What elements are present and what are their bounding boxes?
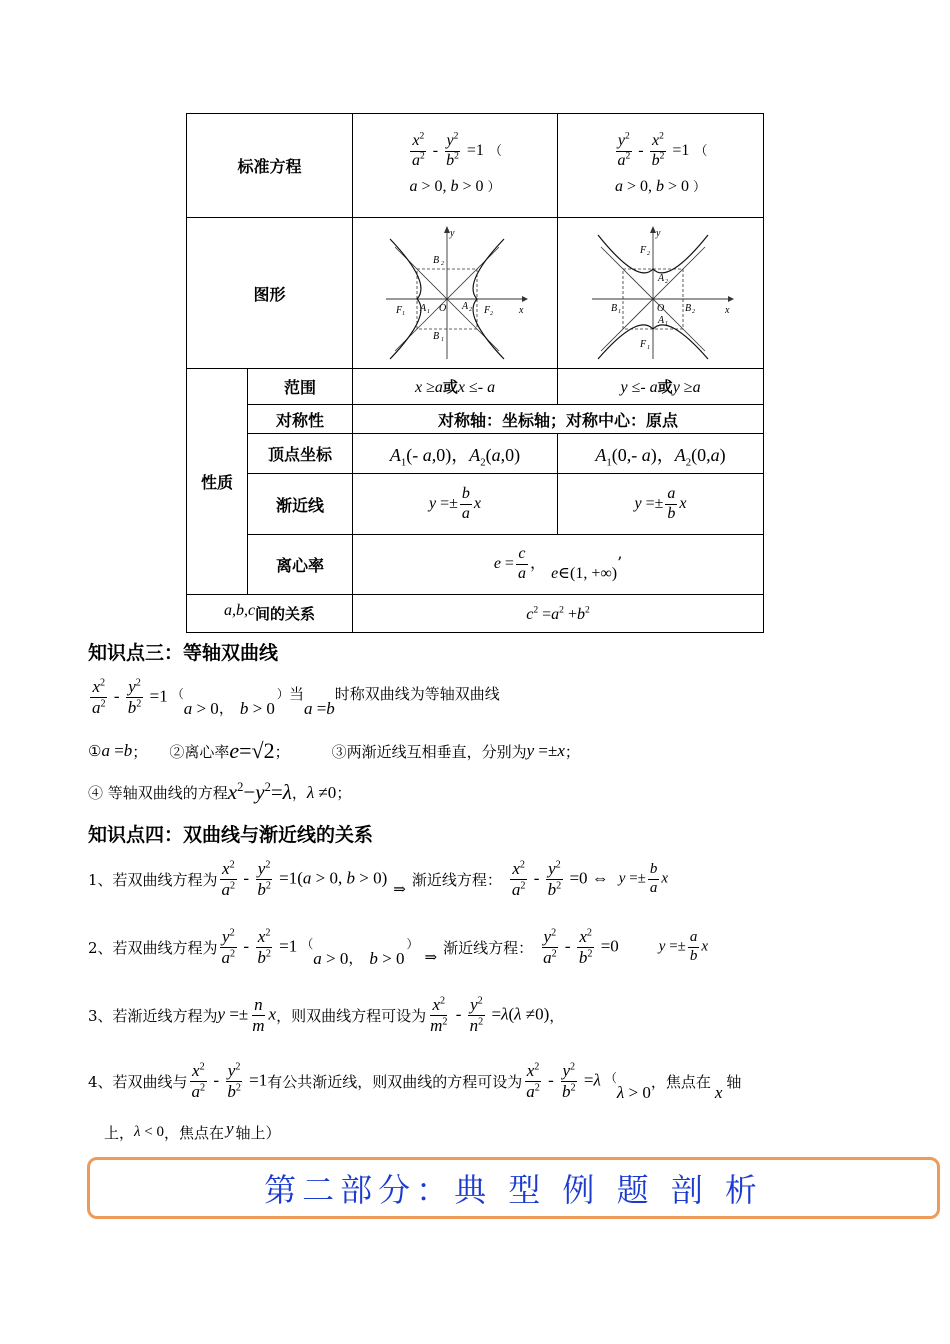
- section-4-title: 知识点四：双曲线与渐近线的关系: [88, 824, 374, 846]
- svg-text:1: 1: [617, 309, 621, 315]
- graph-label: A: [462, 301, 469, 312]
- graph-label: A: [420, 303, 427, 314]
- asymptote-x-focus: y =± $\frac{b}{a}$ x: [353, 474, 558, 535]
- section-3-line-3: ④ 等轴双曲线的方程 $x^2-y^2=\lambda$ ， λ ≠0 ；: [88, 780, 352, 804]
- hyperbola-y-graph: [586, 223, 736, 363]
- label-graph: 图形: [187, 218, 353, 369]
- table-row-relation: [187, 595, 764, 633]
- eccentricity-value: e = $\frac{c}{a}$ ， e∈(1, +∞)’: [353, 535, 764, 595]
- svg-text:1: 1: [646, 345, 650, 351]
- graph-label: O: [439, 303, 447, 314]
- graph-label: O: [656, 303, 664, 314]
- graph-y-focus: [558, 218, 764, 369]
- graph-label: A: [657, 315, 664, 326]
- label-vertex: 顶点坐标: [248, 434, 353, 474]
- table-row-vertex: [187, 434, 764, 474]
- vertex-y-focus: $A_1(0,-$ a)，$A_2(0,a)$: [558, 434, 764, 474]
- graph-label: B: [610, 303, 617, 314]
- table-row-standard-equation: [187, 114, 764, 218]
- label-range: 范围: [248, 369, 353, 405]
- svg-text:1: 1: [427, 309, 431, 315]
- section-4-item-4-cont: 上， λ < 0 ，焦点在 y 轴上）: [104, 1118, 281, 1142]
- label-asymptote: 渐近线: [248, 474, 353, 535]
- graph-label: B: [684, 303, 691, 314]
- svg-text:2: 2: [441, 261, 445, 267]
- section-4-item-3: 3、若渐近线方程为 y =± $\frac{n}{m}$ x ，则双曲线方程可设为 $\frac{x^2}{m^2}$ - $\frac{y^2}{n^2}$ =λ(λ ≠0) ，: [88, 995, 565, 1035]
- graph-label: F: [639, 245, 646, 256]
- range-x-focus: x ≥a或x ≤- a: [353, 369, 558, 405]
- x-axis-arrow: [522, 296, 528, 302]
- table-row-range: [187, 369, 764, 405]
- part-two-banner: [87, 1157, 940, 1219]
- graph-label: y: [450, 228, 455, 239]
- section-4-item-4: 4、若双曲线与 $\frac{x^2}{a^2}$ - $\frac{y^2}{b^2}$ =1 有公共渐近线，则双曲线的方程可设为 $\frac{x^2}{a^2}$ - $\frac{y^2}{b^2}$ =λ （ λ > 0 ，焦点在 x 轴: [88, 1061, 742, 1103]
- vertex-x-focus: $A_1(-$ a,0)，$A_2(a,0)$: [353, 434, 558, 474]
- svg-text:2: 2: [646, 251, 650, 257]
- part-two-banner-text: 第二部分：典 型 例 题 剖 析: [264, 1171, 763, 1209]
- table-row-graph: [187, 218, 764, 369]
- relation-value: $c^2 =a^2 +b^2$: [353, 595, 764, 633]
- svg-text:2: 2: [469, 307, 473, 313]
- std-eq-x-focus: $\frac{x^2}{a^2}$ - $\frac{y^2}{b^2}$ =1 （ a > 0, b > 0 ）: [353, 114, 558, 218]
- symmetry-value: 对称轴：坐标轴；对称中心：原点: [353, 405, 764, 434]
- svg-text:1: 1: [402, 311, 406, 317]
- asymptote-y-focus: y =± $\frac{a}{b}$ x: [558, 474, 764, 535]
- range-y-focus: y ≤- a或y ≥a: [558, 369, 764, 405]
- svg-text:2: 2: [691, 309, 695, 315]
- table-row-eccentricity: [187, 535, 764, 595]
- label-symmetry: 对称性: [248, 405, 353, 434]
- graph-label: F: [484, 305, 491, 316]
- graph-label: F: [639, 339, 646, 350]
- graph-x-focus: [353, 218, 558, 369]
- hyperbola-x-graph: [380, 223, 530, 363]
- section-3-line-1: $\frac{x^2}{a^2}$ - $\frac{y^2}{b^2}$ =1 （ a > 0 ， b > 0 ） 当 a =b 时称双曲线为等轴双曲线: [92, 677, 500, 719]
- svg-text:1: 1: [441, 337, 445, 343]
- x-axis-arrow: [728, 296, 734, 302]
- std-eq-y-focus: $\frac{y^2}{a^2}$ - $\frac{x^2}{b^2}$ =1 （ a > 0, b > 0 ）: [558, 114, 764, 218]
- section-4-item-1: 1、若双曲线方程为 $\frac{x^2}{a^2}$ - $\frac{y^2}{b^2}$ =1(a > 0, b > 0) ⇒ 渐近线方程： $\frac{x^2}{a^2}$ - $\frac{y^2}{b^2}$ =0 ⇔ y =± $\frac{b}{a}$ x: [88, 859, 669, 899]
- graph-label: x: [519, 305, 524, 316]
- graph-label: B: [433, 331, 440, 342]
- graph-label: x: [724, 305, 729, 316]
- graph-label: y: [655, 228, 660, 239]
- hyperbola-properties-table: [186, 113, 764, 633]
- table-row-symmetry: [187, 405, 764, 434]
- label-standard-equation: 标准方程: [187, 114, 353, 218]
- section-3-title: 知识点三：等轴双曲线: [88, 642, 279, 664]
- graph-label: A: [657, 273, 664, 284]
- section-4-item-2: 2、若双曲线方程为 $\frac{y^2}{a^2}$ - $\frac{x^2}{b^2}$ =1 （ a > 0 ， b > 0 ） ⇒ 渐近线方程： $\frac{y^2}{a^2}$ - $\frac{x^2}{b^2}$ =0 y =± $\frac{a}{b}$ x: [88, 927, 709, 969]
- graph-label: F: [396, 305, 403, 316]
- svg-text:2: 2: [664, 279, 668, 285]
- section-3-line-2: ① a =b ； ②离心率 e=√2 ； ③两渐近线互相垂直，分别为 y =±x ；: [88, 738, 580, 763]
- svg-text:1: 1: [664, 321, 668, 327]
- svg-text:2: 2: [490, 311, 494, 317]
- table-row-asymptote: [187, 474, 764, 535]
- label-relation: a,b,c间的关系: [187, 595, 353, 633]
- label-eccentricity: 离心率: [248, 535, 353, 595]
- label-properties: 性质: [187, 369, 248, 595]
- graph-label: B: [433, 255, 440, 266]
